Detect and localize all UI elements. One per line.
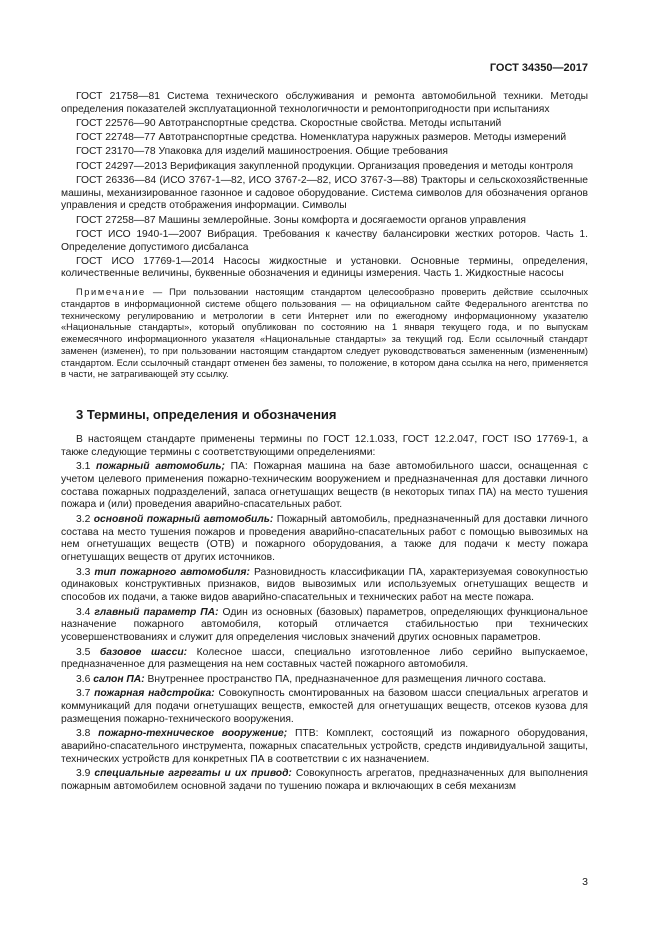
term-definition: ПА: Пожарная машина на базе автомобильного шасси, оснащенная с учетом целевого применения пожарно-техническим вооружением и предназначенная для доставки личного состава пожарных подразделений, запаса огнетушащих веществ (в некоторых типах ПА) на место тушения пожара и (или) проведения аварийно-спасательных работ. — [61, 461, 588, 511]
section-heading: 3 Термины, определения и обозначения — [76, 406, 337, 422]
term-definition: Совокупность смонтированных на базовом шасси специальных агрегатов и коммуникаций для подачи огнетушащих веществ, емкостей для огнетушащих веществ, отсеков кузова для размещения пожарно-технического вооружения. — [61, 688, 588, 725]
reference-item: ГОСТ 26336—84 (ИСО 3767-1—82, ИСО 3767-2—82, ИСО 3767-3—88) Тракторы и сельскохозяйственные машины, механизированное газонное и садовое оборудование. Система символов для обозначения органов управления и средств отображения информации. Символы — [61, 174, 588, 212]
term-name: тип пожарного автомобиля: — [94, 566, 250, 578]
term-name: пожарный автомобиль; — [96, 461, 225, 473]
term-number: 3.1 — [76, 461, 97, 473]
section-intro: В настоящем стандарте применены термины по ГОСТ 12.1.033, ГОСТ 12.2.047, ГОСТ ISO 17769-1, а также следующие термины с соответствующими определениями: — [61, 433, 588, 458]
term-entry — [61, 768, 588, 794]
page-number: 3 — [582, 876, 588, 888]
term-definition: Один из основных (базовых) параметров, определяющих функциональное назначение пожарного автомобиля, который отличается стабильностью при технических усовершенствованиях и служит для определения числовых значений других основных параметров. — [61, 606, 588, 644]
reference-item: ГОСТ 21758—81 Система технического обслуживания и ремонта автомобильной техники. Методы определения показателей эксплуатационной технологичности и ремонтопригодности при испытаниях — [61, 91, 588, 115]
term-number: 3.5 — [76, 646, 100, 658]
term-number: 3.3 — [76, 566, 95, 578]
term-definition: Колесное шасси, специально изготовленное либо серийно выпускаемое, предназначенное для размещения на нем составных частей пожарного автомобиля. — [61, 646, 588, 671]
term-name: специальные агрегаты и их привод: — [94, 768, 292, 780]
term-entry — [61, 567, 588, 605]
term-definition: Разновидность классификации ПА, характеризуемая совокупностью одинаковых конструктивных признаков, видов вывозимых или используемых огнетушащих веществ и способов их подачи, а также видов аварийно-спасательных и технических работ на месте пожара. — [61, 566, 588, 604]
term-number: 3.9 — [76, 768, 95, 780]
term-definition: Совокупность агрегатов, предназначенных для выполнения пожарным автомобилем основной задачи по тушению пожара и включающих в себя механизм — [61, 768, 588, 792]
document-code: ГОСТ 34350—2017 — [489, 62, 588, 74]
term-name: пожарная надстройка: — [94, 688, 215, 700]
term-name: основной пожарный автомобиль: — [93, 513, 274, 525]
term-number: 3.6 — [76, 673, 94, 685]
page-content — [61, 91, 588, 795]
term-entry — [61, 461, 588, 512]
reference-item: ГОСТ 23170—78 Упаковка для изделий машиностроения. Общие требования — [76, 146, 448, 158]
term-number: 3.2 — [76, 513, 94, 525]
note-text: — При пользовании настоящим стандартом целесообразно проверить действие ссылочных стандартов в информационной системе общего пользования — на официальном сайте Федерального агентства по техническому регулированию и метрологии в сети Интернет или по ежегодному информационному указателю «Национальные стандарты», который опубликован по состоянию на 1 января текущего года, и по выпускам ежемесячного информационного указателя «Национальные стандарты» за текущий год. Если ссылочный стандарт заменен (изменен), то при пользовании настоящим стандартом следует руководствоваться замененным (измененным) стандартом. Если ссылочный стандарт отменен без замены, то положение, в котором дана ссылка на него, применяется в части, не затрагивающей эту ссылку. — [61, 287, 588, 380]
reference-item: ГОСТ ИСО 17769-1—2014 Насосы жидкостные и установки. Основные термины, определения, количественные величины, буквенные обозначения и единицы измерения. Часть 1. Жидкостные насосы — [61, 255, 588, 280]
term-number: 3.8 — [76, 728, 99, 740]
references-note — [61, 287, 588, 381]
reference-item: ГОСТ 27258—87 Машины землеройные. Зоны комфорта и досягаемости органов управления — [76, 214, 526, 226]
term-name: пожарно-техническое вооружение; — [98, 728, 288, 740]
term-definition: Пожарный автомобиль, предназначенный для доставки личного состава на место тушения пожаров и проведения аварийно-спасательных работ с помощью вывозимых на нем огнетушащих веществ (ОТВ) и пожарного оборудования, а также для подачи к месту пожара огнетушащих веществ от других источников. — [61, 513, 588, 564]
reference-item: ГОСТ 24297—2013 Верификация закупленной продукции. Организация проведения и методы контроля — [76, 160, 574, 172]
term-name: главный параметр ПА: — [94, 606, 219, 618]
term-number: 3.7 — [76, 688, 95, 700]
term-entry — [61, 674, 588, 687]
terms-list — [61, 434, 588, 794]
term-entry — [61, 728, 588, 766]
reference-item: ГОСТ 22576—90 Автотранспортные средства. Скоростные свойства. Методы испытаний — [76, 117, 502, 129]
reference-item: ГОСТ 22748—77 Автотранспортные средства. Номенклатура наружных размеров. Методы измерений — [76, 132, 567, 144]
term-entry — [61, 688, 588, 726]
term-name: салон ПА: — [93, 673, 145, 685]
term-entry — [61, 607, 588, 645]
normative-references — [61, 91, 588, 281]
reference-item: ГОСТ ИСО 1940-1—2007 Вибрация. Требования к качеству балансировки жестких роторов. Часть 1. Определение допустимого дисбаланса — [61, 228, 588, 253]
term-entry — [61, 647, 588, 673]
term-name: базовое шасси: — [99, 646, 188, 658]
term-definition: Внутреннее пространство ПА, предназначенное для размещения личного состава. — [144, 673, 547, 685]
term-definition: ПТВ: Комплект, состоящий из пожарного оборудования, аварийно-спасательного инструмента, пожарных спасательных устройств, средств индивидуальной защиты, технических устройств для конкретных ПА в соответствии с их назначением. — [61, 728, 588, 765]
term-number: 3.4 — [76, 606, 95, 618]
term-entry — [61, 514, 588, 565]
note-label: Примечание — [76, 287, 146, 298]
